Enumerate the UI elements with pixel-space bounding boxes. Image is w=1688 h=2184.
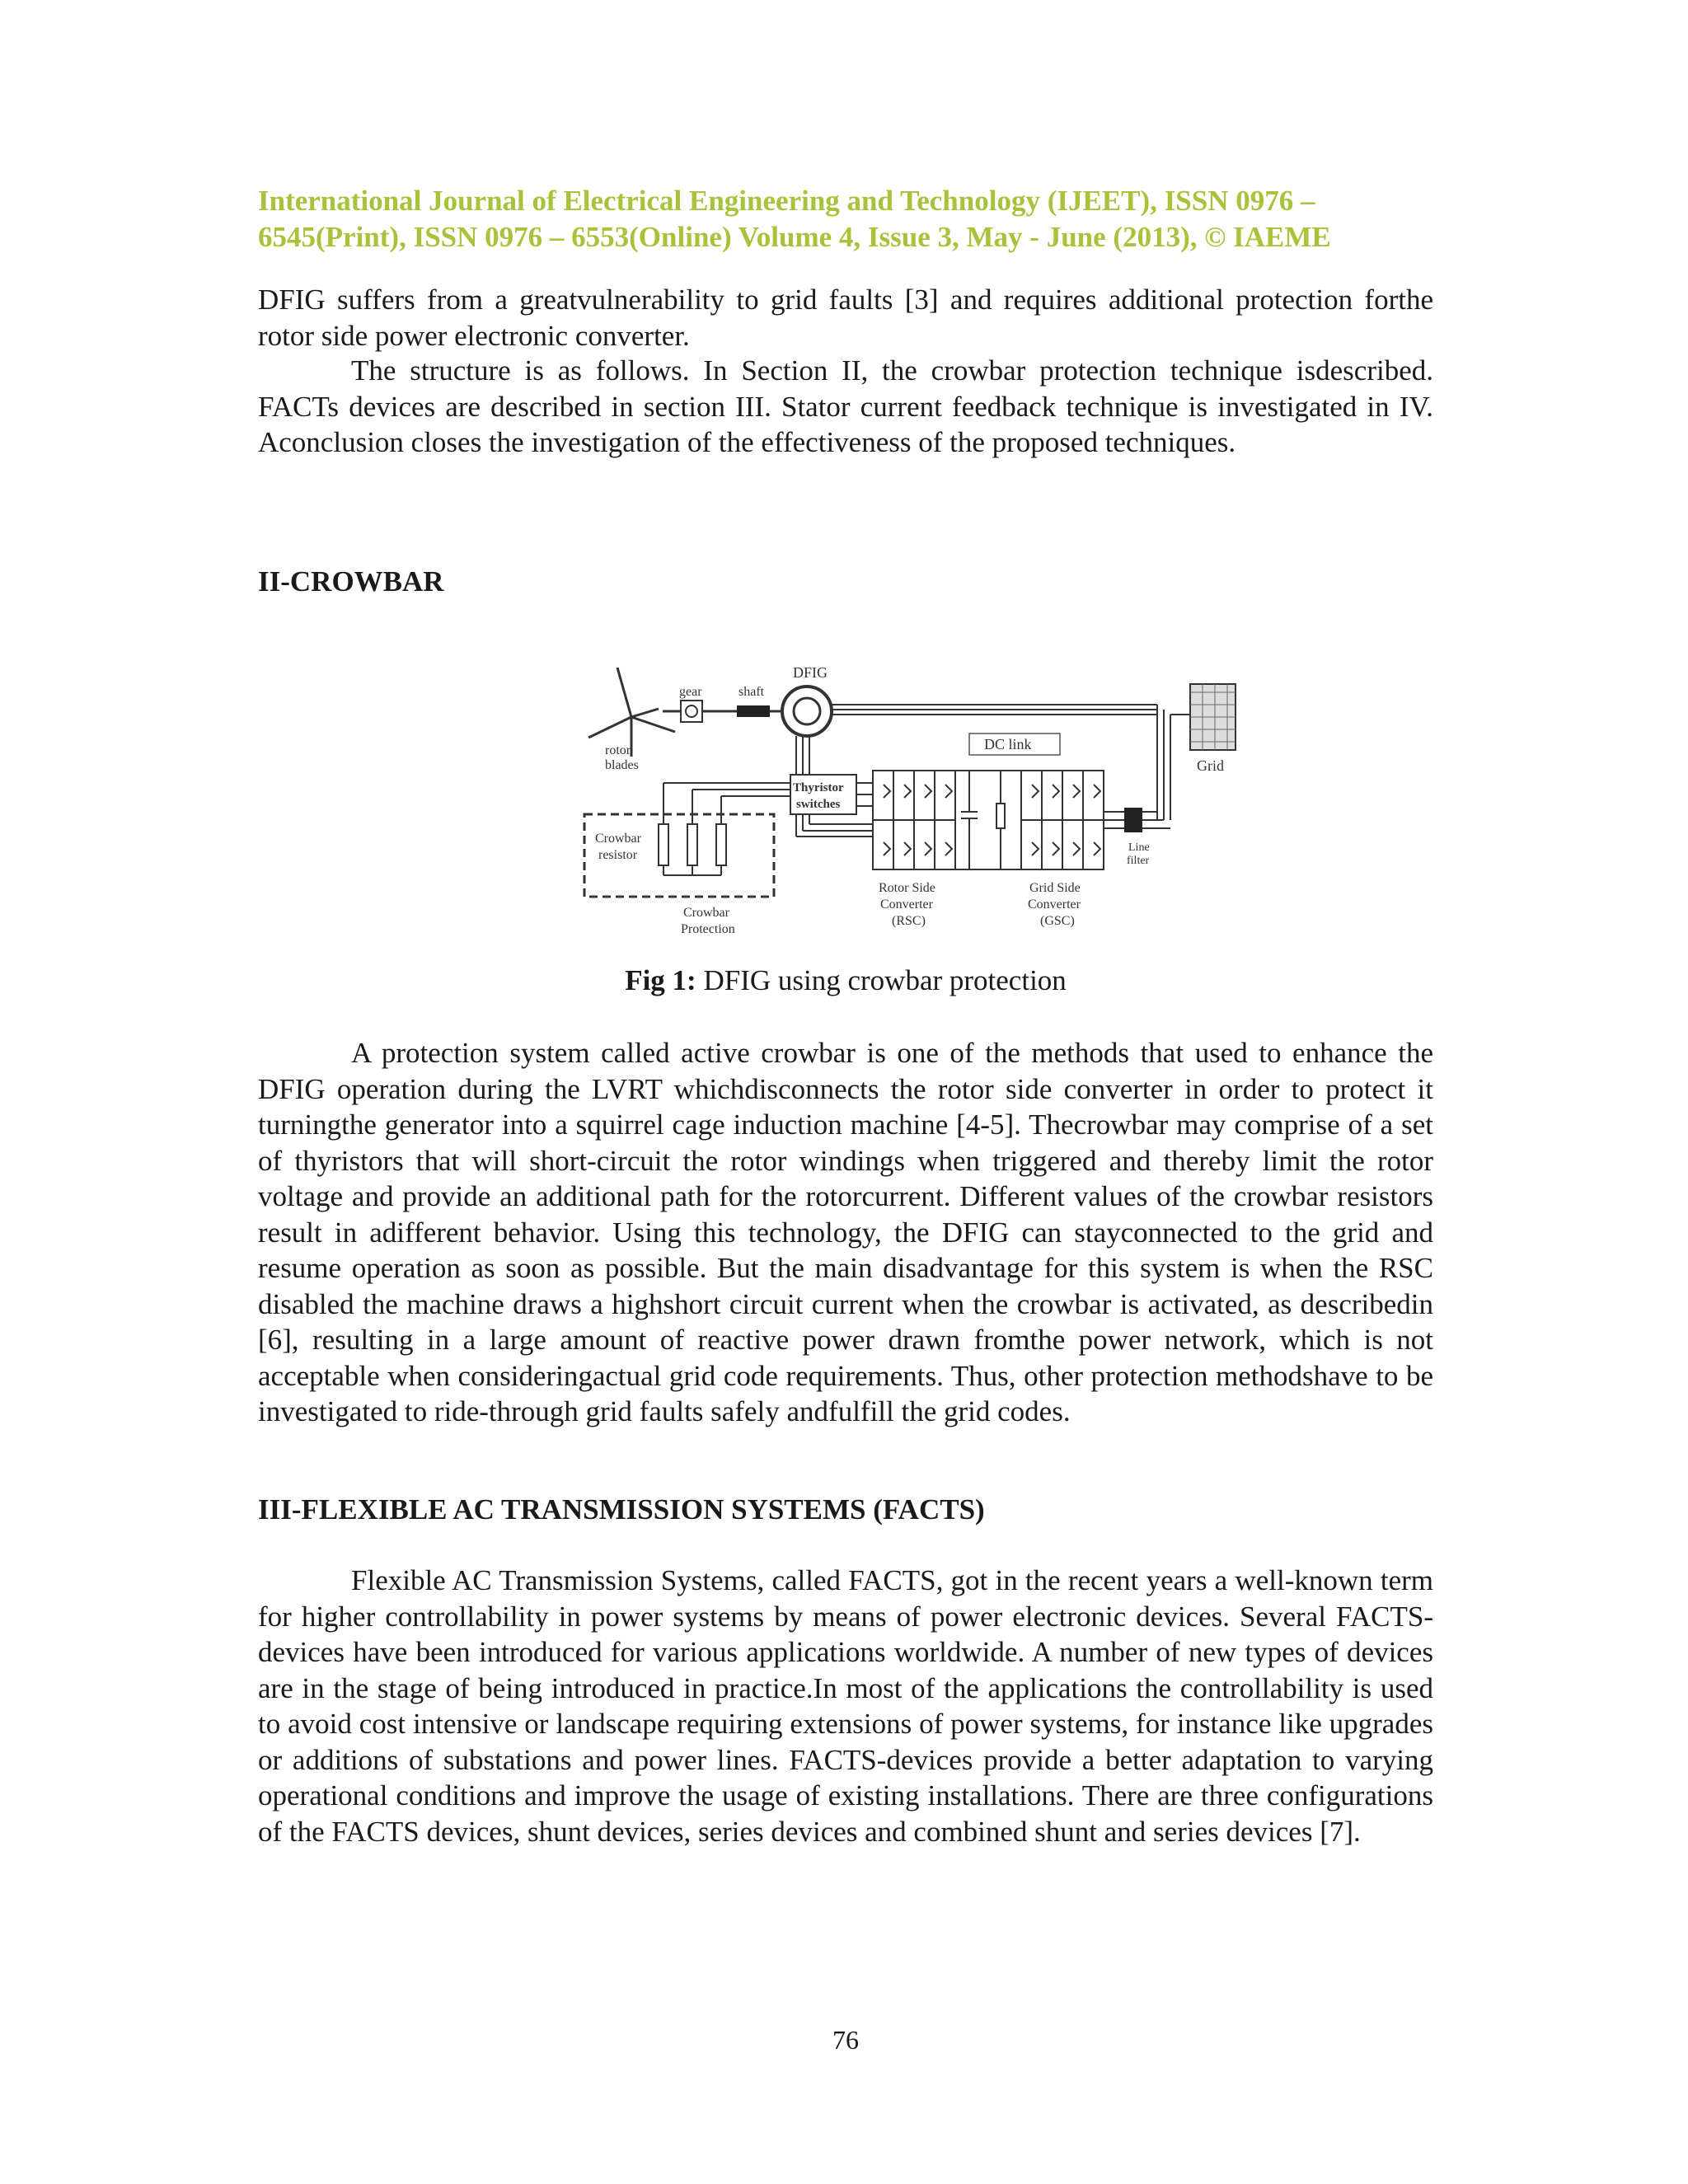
resistor-label: resistor: [598, 848, 638, 862]
rsc-label-1: Rotor Side: [879, 881, 935, 895]
crowbar-resistors-icon: [659, 783, 790, 875]
rotor-side-converter-icon: [873, 771, 955, 869]
wind-turbine-icon: [588, 668, 675, 757]
line-label: Line: [1128, 841, 1150, 854]
figure-caption: [258, 963, 1433, 999]
thyristor-label: Thyristor: [793, 781, 844, 794]
crowbar-paragraph: A protection system called active crowbar is one of the methods that used to enhance the DFIG operation during the LVRT whichdisconnects the rotor side converter in order to protect it turningthe generator into a squirrel cage induction machine [4-5]. Thecrowbar may comprise of a set of thyristors that will short-circuit the rotor windings when triggered and thereby limit the rotor voltage and provide an additional path for the rotorcurrent. Different values of the crowbar resistors result in adifferent behavior. Using this technology, the DFIG can stayconnected to the grid and resume operation as soon as possible. But the main disadvantage for this system is when the RSC disabled the machine draws a highshort circuit current when the crowbar is activated, as describedin [6], resulting in a large amount of reactive power drawn fromthe power network, which is not acceptable when consideringactual grid code requirements. Thus, other protection methodshave to be investigated to ride-through grid faults safely andfulfill the grid codes.: [258, 1037, 1433, 1427]
dfig-label: DFIG: [793, 664, 828, 681]
section-heading-crowbar: II-CROWBAR: [258, 565, 444, 598]
rsc-label-3: (RSC): [892, 914, 926, 928]
crowbar-protection-label-2: Protection: [681, 922, 735, 936]
filter-label: filter: [1127, 855, 1150, 867]
blades-label: blades: [605, 758, 639, 772]
intro-paragraph-1: DFIG suffers from a greatvulnerability to grid faults [3] and requires additional protection forthe rotor side power electronic converter.: [258, 284, 1433, 352]
crowbar-protection-label-1: Crowbar: [683, 906, 729, 920]
grid-side-converter-icon: [1021, 771, 1104, 869]
shaft-icon: [737, 705, 770, 717]
journal-header-line-2: 6545(Print), ISSN 0976 – 6553(Online) Volume 4, Issue 3, May - June (2013), © IAEME: [258, 221, 1331, 253]
line-filter-icon: [1124, 808, 1142, 832]
facts-paragraph: Flexible AC Transmission Systems, called FACTS, got in the recent years a well-known term for higher controllability in power systems by means of power electronic devices. Several FACTS-devices have been introduced for various applications worldwide. A number of new types of devices are in the stage of being introduced in practice.In most of the applications the controllability is used to avoid cost intensive or landscape requiring extensions of power systems, for instance like upgrades or additions of substations and power lines. FACTS-devices provide a better adaptation to varying operational conditions and improve the usage of existing installations. There are three configurations of the FACTS devices, shunt devices, series devices and combined shunt and series devices [7].: [258, 1564, 1433, 1848]
gsc-label-2: Converter: [1028, 898, 1081, 912]
journal-header-line-1: International Journal of Electrical Engineering and Technology (IJEET), ISSN 0976 –: [258, 185, 1315, 217]
dfig-generator-icon: [782, 687, 832, 736]
figure-caption-text: DFIG using crowbar protection: [696, 964, 1067, 996]
dc-link-label: DC link: [984, 736, 1032, 752]
gsc-label-3: (GSC): [1040, 914, 1075, 928]
gear-label: gear: [679, 685, 702, 699]
figure-caption-label: Fig 1:: [625, 964, 696, 996]
grid-label: Grid: [1197, 757, 1224, 774]
shaft-label: shaft: [738, 685, 765, 699]
dfig-crowbar-diagram: [580, 659, 1372, 940]
gsc-label-1: Grid Side: [1029, 881, 1081, 895]
rotor-label: rotor: [605, 743, 631, 757]
dc-link-capacitor-icon: [955, 771, 1021, 869]
figure-dfig-crowbar: [580, 659, 1372, 940]
section-heading-facts: III-FLEXIBLE AC TRANSMISSION SYSTEMS (FACTS): [258, 1493, 985, 1526]
page-number: 76: [832, 2025, 859, 2055]
crowbar-label: Crowbar: [595, 832, 641, 846]
journal-header: [258, 183, 1433, 255]
rsc-label-2: Converter: [880, 898, 933, 912]
gear-icon: [681, 701, 702, 722]
intro-paragraph-2: The structure is as follows. In Section II, the crowbar protection technique isdescribed. FACTs devices are described in section III. Stator current feedback technique is investigated in IV. Aconclusion closes the investigation of the effectiveness of the proposed techniques.: [258, 354, 1433, 458]
switches-label: switches: [796, 798, 841, 811]
